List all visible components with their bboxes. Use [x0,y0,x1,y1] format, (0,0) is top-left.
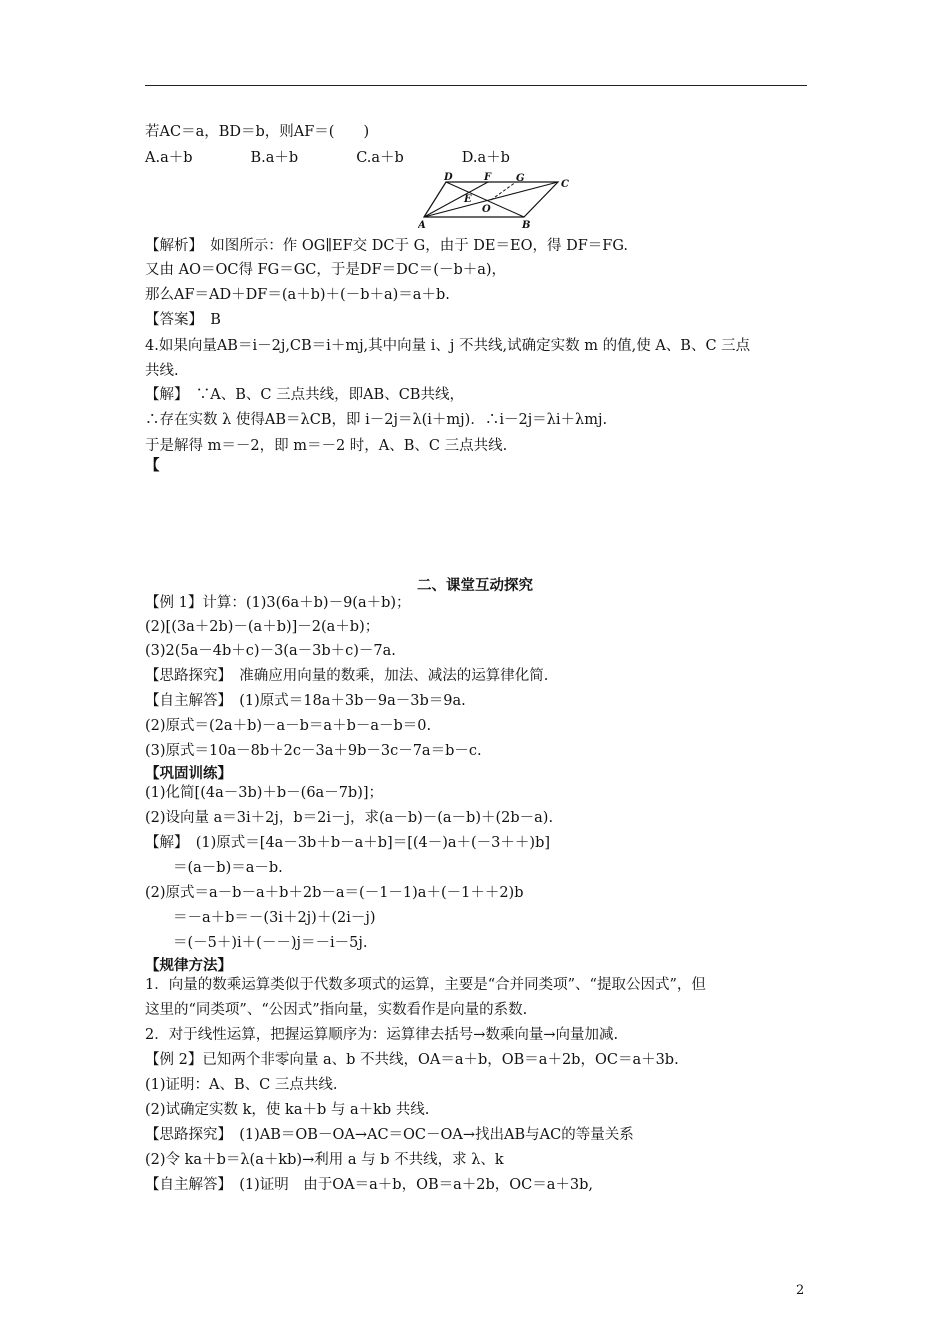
figure-label: C [561,179,569,190]
text-line: (3)2(5a－4b＋c)－3(a－3b＋c)－7a. [145,643,396,659]
text-line: 【解】 ∵A、B、C 三点共线，即AB、CB共线， [145,387,464,403]
text-line: 【规律方法】 [145,957,232,974]
text-line: 于是解得 m＝－2，即 m＝－2 时，A、B、C 三点共线. [145,438,508,454]
text-line: 1．向量的数乘运算类似于代数多项式的运算，主要是“合并同类项”、“提取公因式”，但 [145,977,706,993]
text-line: (2)设向量 a＝3i＋2j，b＝2i－j，求(a－b)－(a－b)＋(2b－a). [145,810,554,826]
text-line: (2)[(3a＋2b)－(a＋b)]－2(a＋b)； [145,619,380,635]
text-line: ＝(－5＋)i＋(－－)j＝－i－5j. [173,935,368,951]
text-line: 共线. [145,363,179,379]
text-line: 【例 1】计算：(1)3(6a＋b)－9(a＋b)； [145,595,411,611]
text-line: ＝－a＋b＝－(3i＋2j)＋(2i－j) [173,910,376,926]
text-line: 【例 2】已知两个非零向量 a、b 不共线，OA＝a＋b，OB＝a＋2b，OC＝a＋3b. [145,1052,679,1068]
text-line: (2)试确定实数 k，使 ka＋b 与 a＋kb 共线. [145,1102,430,1118]
text-line: 【思路探究】 (1)AB＝OB－OA→AC＝OC－OA→找出AB与AC的等量关系 [145,1127,634,1143]
text-line: 又由 AO＝OC得 FG＝GC，于是DF＝DC＝(－b＋a)， [145,262,507,278]
text-line: ∴存在实数 λ 使得AB＝λCB，即 i－2j＝λ(i＋mj)．∴i－2j＝λi＋λmj. [145,412,608,428]
text-line: 【解析】 如图所示：作 OG∥EF交 DC于 G，由于 DE＝EO，得 DF＝FG. [145,238,629,254]
text-line: 若AC＝a，BD＝b，则AF＝( ) [145,124,370,140]
text-line: ＝(a－b)＝a－b. [173,860,283,876]
figure-label: B [522,220,531,230]
text-line: 【巩固训练】 [145,765,232,782]
header-rule [145,85,807,86]
text-line: (2)原式＝(2a＋b)－a－b＝a＋b－a－b＝0. [145,718,432,734]
text-line: 这里的“同类项”、“公因式”指向量，实数看作是向量的系数. [145,1002,528,1018]
text-line: (2)令 ka＋b＝λ(a＋kb)→利用 a 与 b 不共线，求 λ、k [145,1152,504,1168]
section-heading: 二、课堂互动探究 [417,577,533,594]
text-line: (3)原式＝10a－8b＋2c－3a＋9b－3c－7a＝b－c. [145,743,482,759]
text-line: 【解】 (1)原式＝[4a－3b＋b－a＋b]＝[(4－)a＋(－3＋＋)b] [145,835,551,851]
text-line: 【 [145,457,160,474]
text-line: 【答案】 B [145,312,221,328]
figure-label: A [418,220,426,230]
text-line: 那么AF＝AD＋DF＝(a＋b)＋(－b＋a)＝a＋b. [145,287,450,303]
text-line: 【自主解答】 (1)原式＝18a＋3b－9a－3b＝9a. [145,693,466,709]
figure-label: E [464,194,472,205]
text-line: (1)化简[(4a－3b)＋b－(6a－7b)]； [145,785,384,801]
parallelogram-figure [418,172,578,230]
text-line: 4.如果向量AB＝i－2j,CB＝i＋mj,其中向量 i、j 不共线,试确定实数 m 的值,使 A、B、C 三点 [145,338,751,354]
figure-label: D [444,172,453,183]
text-line: 【自主解答】 (1)证明 由于OA＝a＋b，OB＝a＋2b，OC＝a＋3b, [145,1177,594,1193]
figure-label: O [482,204,491,215]
figure-label: G [516,173,525,184]
answer-options: A.a＋b B.a＋b C.a＋b D.a＋b [145,150,510,166]
figure-label: F [484,172,492,183]
text-line: 2．对于线性运算，把握运算顺序为：运算律去括号→数乘向量→向量加减. [145,1027,619,1043]
text-line: (1)证明：A、B、C 三点共线. [145,1077,338,1093]
page-number: 2 [796,1283,805,1298]
text-line: (2)原式＝a－b－a＋b＋2b－a＝(－1－1)a＋(－1＋＋2)b [145,885,524,901]
text-line: 【思路探究】 准确应用向量的数乘，加法、减法的运算律化简. [145,668,549,684]
